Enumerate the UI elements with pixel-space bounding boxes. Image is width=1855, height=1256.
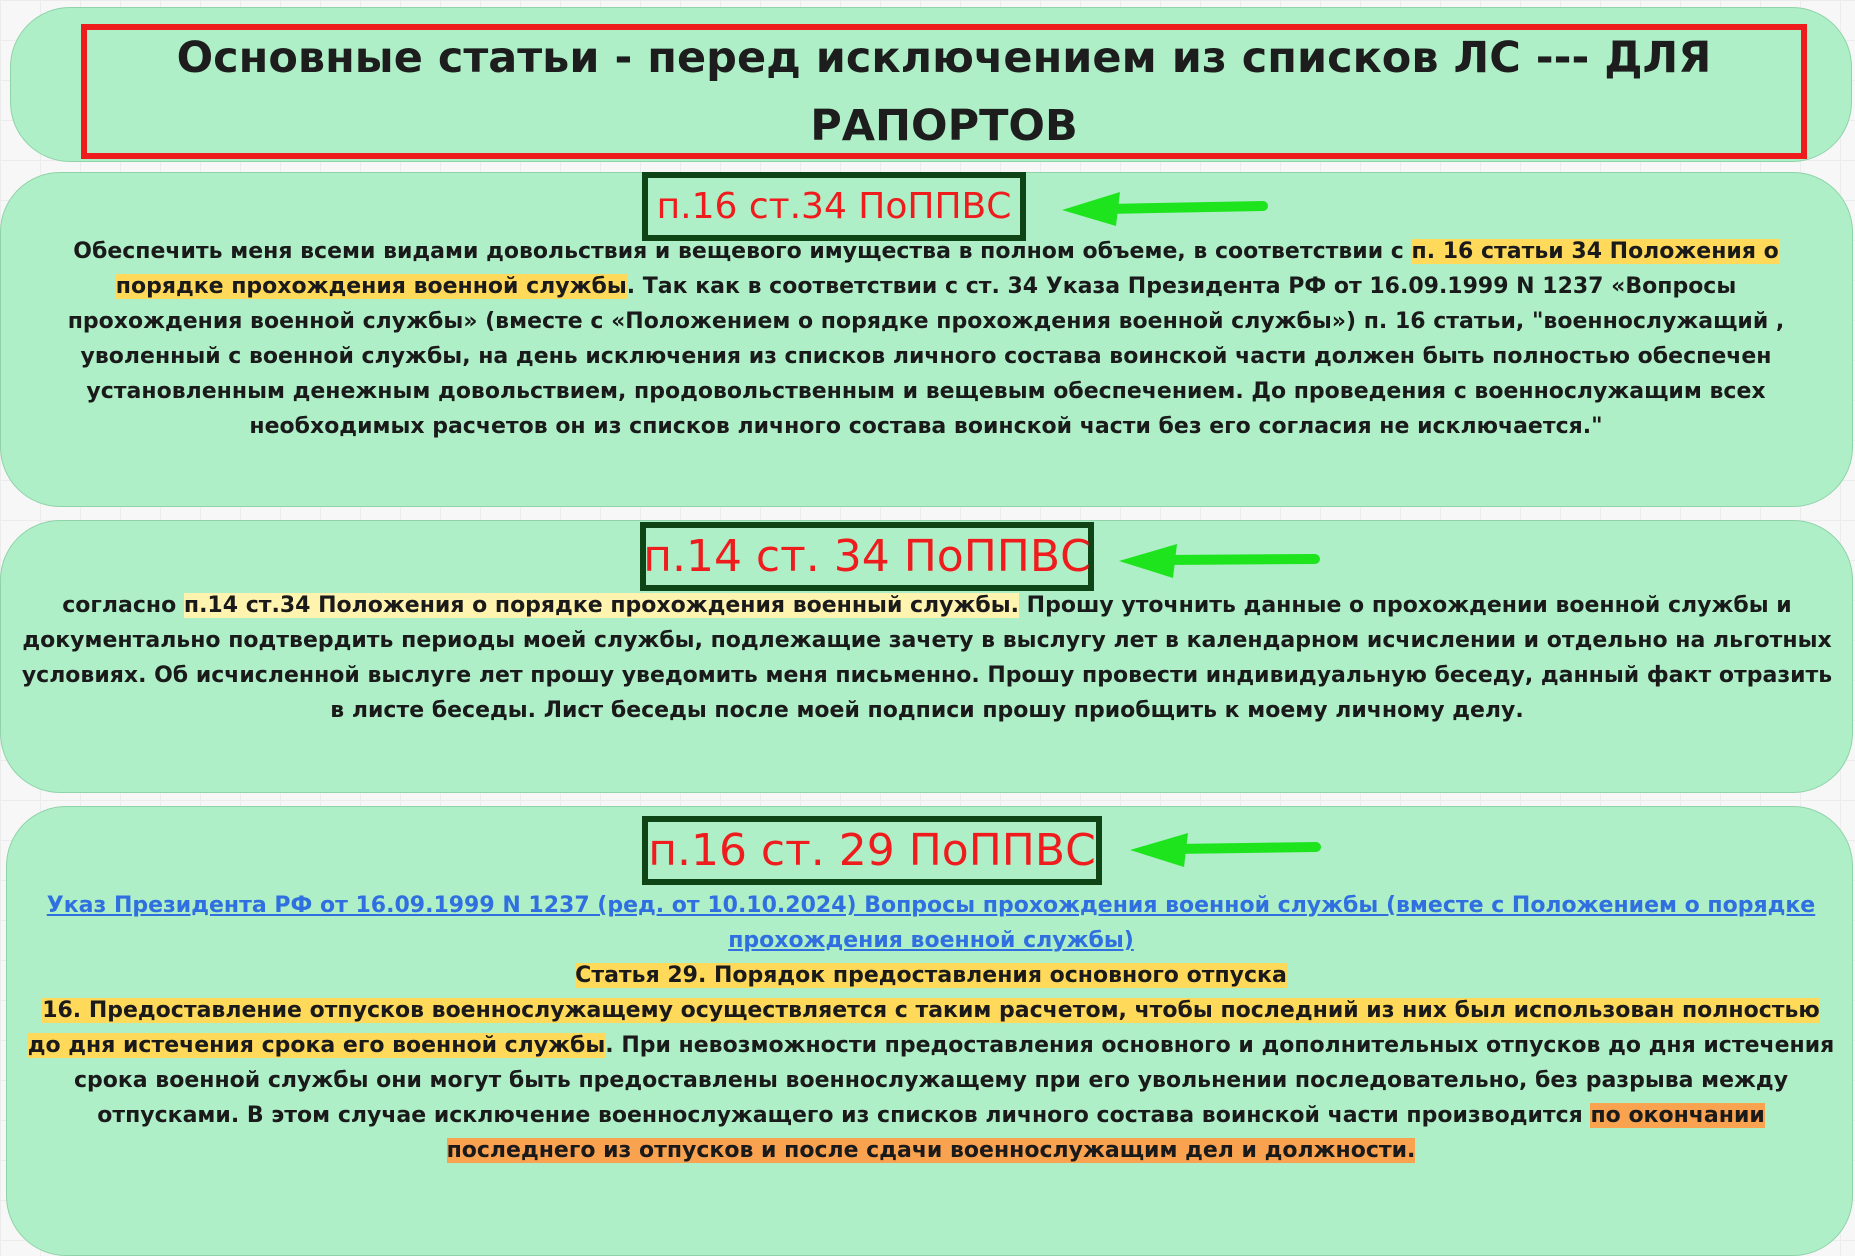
section-text-3 bbox=[26, 888, 1836, 1168]
section1-text-b: . Так как в соответствии с ст. 34 Указа Президента РФ от 16.09.1999 N 1237 «Вопросы прохождения военной службы» (вместе с «Положением о порядке прохождения военной службы») п. 16 статьи, "военнослужащий , уволенный с военной службы, на день исключения из списков личного состава воинской части должен быть полностью обеспечен установленным денежным довольствием, продовольственным и вещевым обеспечением. До проведения с военнослужащим всех необходимых расчетов он из списков личного состава воинской части без его согласия не исключается." bbox=[67, 274, 1785, 439]
decree-link[interactable]: Указ Президента РФ от 16.09.1999 N 1237 (ред. от 10.10.2024) Вопросы прохождения военной службы (вместе с Положением о порядке прохождения военной службы) bbox=[46, 893, 1816, 953]
section2-text-a: согласно bbox=[62, 593, 184, 618]
section1-text-a: Обеспечить меня всеми видами довольствия и вещевого имущества в полном объеме, в соответствии с bbox=[73, 239, 1412, 264]
arrow-left-icon bbox=[1115, 540, 1325, 580]
title-card bbox=[10, 7, 1852, 162]
section-label-1: п.16 ст.34 ПоППВС bbox=[642, 172, 1026, 241]
section1-highlight: п. 16 статьи 34 Положения о порядке прохождения военной службы bbox=[115, 239, 1779, 299]
section3-highlight-a: 16. Предоставление отпусков военнослужащему осуществляется с таким расчетом, чтобы последний из них был использован полностью до дня истечения срока его военной службы bbox=[27, 998, 1820, 1058]
section-text-2 bbox=[20, 588, 1834, 728]
arrow-left-icon bbox=[1058, 188, 1268, 228]
title-line-2: РАПОРТОВ bbox=[810, 100, 1078, 151]
page-title bbox=[81, 24, 1807, 159]
section-label-3: п.16 ст. 29 ПоППВС bbox=[642, 816, 1102, 885]
section3-highlight-b: по окончании последнего из отпусков и после сдачи военнослужащим дел и должности. bbox=[446, 1103, 1765, 1163]
arrow-left-icon bbox=[1126, 829, 1336, 869]
section-label-2: п.14 ст. 34 ПоППВС bbox=[640, 522, 1094, 591]
section2-highlight: п.14 ст.34 Положения о порядке прохождения военный службы. bbox=[183, 593, 1020, 618]
article-heading: Статья 29. Порядок предоставления основного отпуска bbox=[575, 963, 1287, 988]
section3-text-a: . При невозможности предоставления основного и дополнительных отпусков до дня истечения срока военной службы они могут быть предоставлены военнослужащему при его увольнении последовательно, без разрыва между отпусками. В этом случае исключение военнослужащего из списков личного состава воинской части производится bbox=[73, 1033, 1835, 1128]
section2-text-b: Прошу уточнить данные о прохождении военной службы и документально подтвердить периоды моей службы, подлежащие зачету в выслугу лет в календарном исчислении и отдельно на льготных условиях. Об исчисленной выслуге лет прошу уведомить меня письменно. Прошу провести индивидуальную беседу, данный факт отразить в листе беседы. Лист беседы после моей подписи прошу приобщить к моему личному делу. bbox=[21, 593, 1833, 723]
title-line-1: Основные статьи - перед исключением из списков ЛС --- ДЛЯ bbox=[176, 32, 1712, 83]
section-text-1 bbox=[26, 234, 1826, 444]
